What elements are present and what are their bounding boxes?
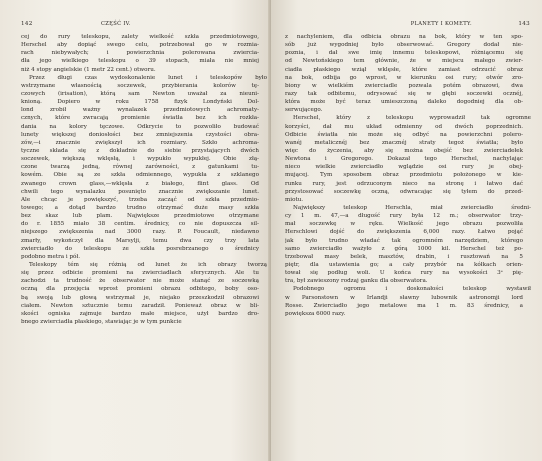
text-line: bą swoją lub głową wstrzymał je, niejako przeszkodził obrazowi [21, 294, 259, 301]
text-line: z nachyleniem, dla odbicia obrazu na bok, który w ten spo- [285, 34, 523, 40]
text-line: Ale chcąc je powiększyć, trzeba zacząć od szkła przedmio- [21, 196, 259, 203]
text-line: tował się podług woli. U końca rury na wysokości 3ᵉ pię- [285, 270, 523, 277]
text-line: cznych, które zwracają promienie światła bez ich rozkła- [21, 115, 259, 122]
text-line: wanéj metalicznéj bez znacznéj straty tegoż światła; było [285, 139, 523, 146]
text-line: mał soczewkę w ręku. Wielkość jego obrazu pozwoliła [285, 221, 523, 228]
text-line: w Parsonstown w Irlandji sławny lubownik astronomji lord [285, 294, 523, 301]
text-line: Przez długi czas wydoskonalenie lunet i teleskopów było [29, 74, 267, 81]
text-line: zów,—i znacznie zwiększył ich rozmiary. Szkło achroma- [21, 139, 259, 146]
text-line: ciadła płaskiego wziął wklęsłe, które zamiast odrzucić obraz [285, 66, 523, 73]
text-line: ciałem. Newton sztucznie temu zaradził. Ponieważ obraz w bli- [21, 302, 259, 309]
text-line: zachodzi ta trudność że obserwator nie może stanąć ze soczewką [21, 278, 259, 285]
text-line: poznia, i dał swe imię innemu teleskopowi, różniącemu się [285, 50, 523, 57]
text-line: rach niebywałych; i powierzchnia polerowana zwiercia- [21, 50, 259, 57]
text-line: która może być teraz umieszczoną daleko dogodniej dla ob- [285, 99, 523, 106]
text-line: tra, był zawieszony rodzaj ganku dla obserwatora. [285, 278, 428, 285]
text-line: towego; a dotąd bardzo trudno otrzymać duże masy szkła [21, 204, 259, 211]
text-line: kowém. Obie są ze szkła odmiennego, wypukła z szklanego [21, 172, 259, 179]
right-page [271, 0, 542, 461]
right-running-head [285, 21, 530, 31]
left-page-number: 142 [21, 21, 33, 27]
text-line: do r. 1855 miało 38 centim. średnicy, co nie dopuszcza sil- [21, 221, 259, 228]
text-line: Podobnego ogromu i doskonałości teleskop wystawił [293, 286, 531, 293]
text-line: Największy teleskop Herschla, miał zwierciadło średni- [293, 204, 531, 211]
right-page-number: 143 [518, 21, 530, 27]
right-body-text [285, 33, 530, 318]
text-line: serwującego. [285, 107, 323, 114]
text-line: bnego zwierciadła płaskiego, stawiając je w tym punkcie [21, 318, 182, 325]
text-line: korzyści, dał mu układ odmienny od dwóch poprzednich. [285, 123, 523, 130]
text-line: piętr, dla ustawienia go; a cały przybór na kółkach orien- [285, 261, 523, 268]
text-line: Newtona i Gregorego. Dokazał tego Herschel, nachylając [285, 156, 523, 163]
text-line: runku rury, jest odrzuconym nieco na stronę i łatwo dać [285, 180, 523, 187]
text-line: bez skaz lub plam. Największe przedmiotowe otrzymane [21, 213, 259, 220]
text-line: zmarły, wykończył dla Marsylji, temu dwa czy trzy lata [21, 237, 259, 244]
text-line: biony w wielkiém zwierciadle pozwala potém obrazowi, dwa [285, 82, 523, 89]
text-line: czone twarzą jedną, równej zarówności, z gatunkami tu- [21, 164, 259, 171]
text-line: sób już wygodniej było obserwować. Gregory dodał nie- [285, 42, 523, 49]
text-line: się przez odbicie promieni na zwierciadłach sferycznych. Ale tu [21, 270, 259, 277]
text-line: dła jego wielkiego teleskopu o 39 stopach, miała nie mniej [21, 58, 259, 65]
text-line: Rosse. Zwierciadło jego metalowe ma 1 m. 83 średnicy, a [285, 302, 523, 309]
text-line: podobno metra i pół. [21, 253, 80, 260]
text-line: knioną. Dopiero w roku 1758 fizyk Londyński Dol- [21, 99, 259, 106]
left-body-text [21, 33, 267, 326]
text-line: jak było trudno władać tak ogromném narzędziem, którego [285, 237, 523, 244]
text-line: cy 1 m. 47,—a długość rury była 12 m.; obserwator trzy- [285, 213, 523, 220]
text-line: więc do życzenia, aby się można obejść bez zwierciadełek [285, 147, 523, 154]
text-line: niż 4 stopy angielskie (1 metr 22 cent.) otworu. [21, 66, 156, 73]
text-line: skości ogniska zajmuje bardzo małe miejsce, użył bardzo dro- [21, 310, 259, 317]
left-running-head [21, 21, 263, 31]
text-line: razy tak odbitemu, odrysować się w głębi soczewki ocznéj, [285, 90, 523, 97]
text-line: nieco wielkie zwierciadło wglądzie osi rury je obej- [285, 164, 523, 171]
text-line: Herschlowi dojść do zwiększenia 6,000 razy. Łatwo pojąć [285, 229, 523, 236]
text-line: na bok, odbija go wprost, w kierunku osi rury; otwór zro- [285, 74, 523, 81]
text-line: cej do rury teleskopu, zalety wielkość szkła przedmiotowego, [21, 34, 259, 40]
text-line: Odbicie światła nie może się odbyć na powierzchni polero- [285, 131, 523, 138]
text-line: lond zrobił ważny wynalazek przedmiotowych achromaty- [21, 107, 259, 114]
text-line: niejszego zwiększenia nad 3000 razy. P. Foucault, niedawno [21, 229, 259, 236]
text-line: zwanego crown glass,—wklęsła z białego, flint glass. Od [21, 180, 259, 187]
right-running-title: PLANETY I KOMETY. [410, 21, 472, 27]
left-running-title: CZĘŚĆ IV. [101, 21, 131, 27]
text-line: samo zwierciadło ważyło z górą 1000 kil. Herschel też po- [285, 245, 523, 252]
text-line: miotu. [285, 196, 304, 203]
text-line: od Newtońskiego tem głównie, że w miejscu małego zwier- [285, 58, 523, 65]
text-line: chwili tego wynalazku posunięto znacznie zwiększanie lunet. [21, 188, 259, 195]
text-line: przystosować soczewkę oczną, odwracając się tyłem do przed- [285, 188, 523, 195]
text-line: Herschel, który z teleskopu wyprowadził tak ogromne [293, 115, 531, 122]
text-line: powiększa 6000 razy. [285, 310, 346, 317]
text-line: mującej. Tym sposobem obraz przedmiotu położonego w kie- [285, 172, 523, 179]
text-line: oczną dla przejęcia wprost promieni obrazu odbitego, boby oso- [21, 286, 259, 293]
text-line: lunety większej doniosłości bez zmniejszenia czystości obra- [21, 131, 259, 138]
text-line: trzebował masy belek, masztów, drabin, i rusztowań na 5 [285, 253, 523, 260]
text-line: czowych (irisation), którą sam Newton uważał za nieuni- [21, 90, 259, 97]
text-line: Herschel aby dopiąć swego celu, potrzebował go w rozmia- [21, 42, 259, 49]
text-line: dania na kolory tęczowe. Odkrycie to pozwoliło budować [21, 123, 259, 130]
text-line: soczewek, większą wklęsłą, i wypukło wypukłej. Obie złą- [21, 156, 259, 163]
text-line: tyczne składa się z dokładnie do siebie przystających dwóch [21, 147, 259, 154]
text-line: zwierciadło do teleskopu ze szkła posrebrzanego o średnicy [21, 245, 259, 252]
text-line: wstrzymane własnością soczewek, przybierania kolorów tę- [21, 82, 259, 89]
text-line: Teleskopy tém się różnią od lunet że ich obrazy tworzą [29, 261, 267, 268]
